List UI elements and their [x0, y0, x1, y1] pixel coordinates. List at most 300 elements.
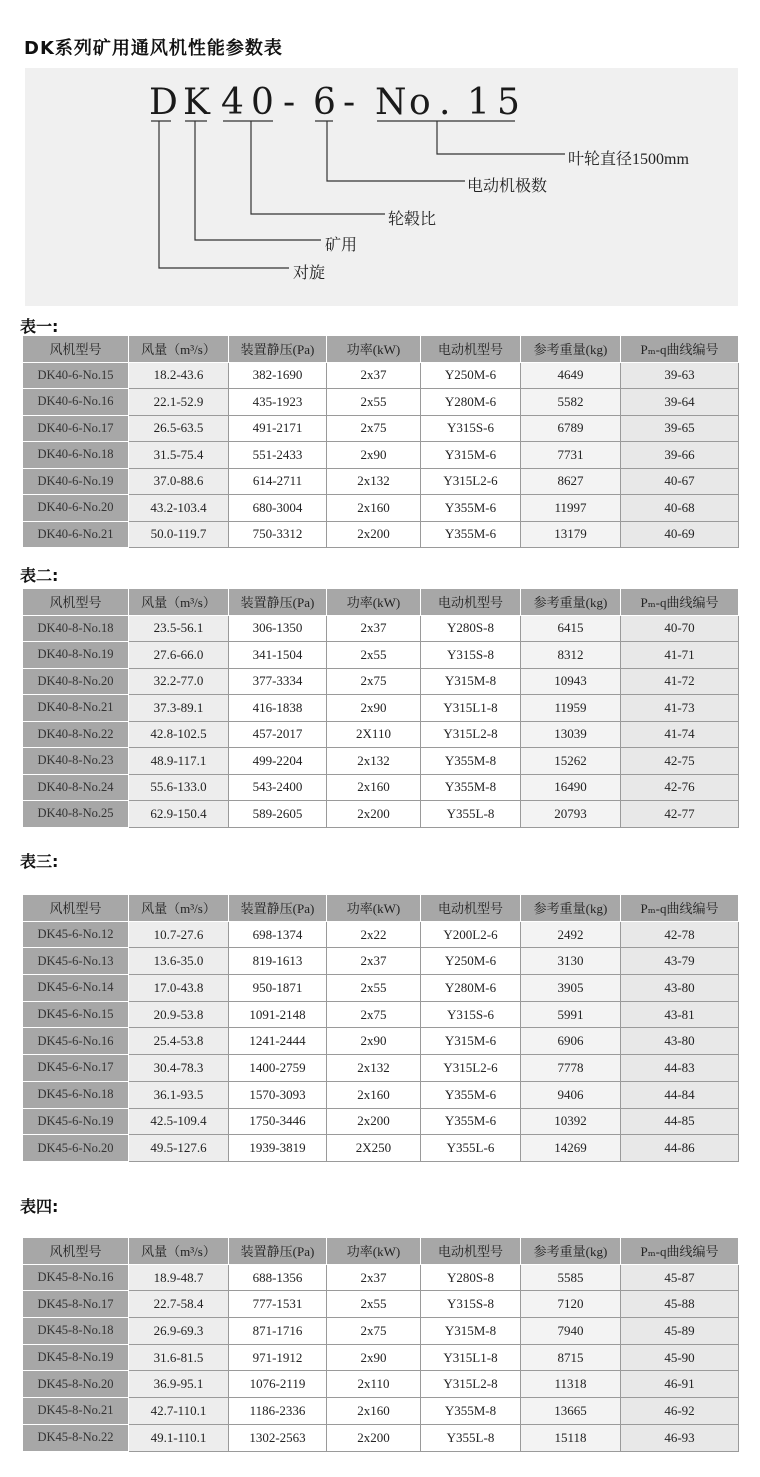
callout-lines [25, 68, 738, 306]
table-row [23, 415, 739, 442]
cell-motor-model: Y315L1-8 [421, 695, 521, 722]
cell-curve-no: 40-69 [621, 521, 739, 548]
cell-airflow: 42.7-110.1 [129, 1398, 229, 1425]
cell-airflow: 31.6-81.5 [129, 1344, 229, 1371]
cell-motor-model: Y200L2-6 [421, 921, 521, 948]
header-model: 风机型号 [23, 895, 129, 922]
cell-weight: 6789 [521, 415, 621, 442]
cell-motor-model: Y315L2-6 [421, 468, 521, 495]
header-curve-no: Pₘ-q曲线编号 [621, 895, 739, 922]
table-row [23, 1264, 739, 1291]
cell-static-pressure: 750-3312 [229, 521, 327, 548]
code-char: . [439, 82, 451, 123]
cell-motor-model: Y315S-8 [421, 642, 521, 669]
cell-airflow: 23.5-56.1 [129, 615, 229, 642]
cell-weight: 2492 [521, 921, 621, 948]
cell-weight: 6906 [521, 1028, 621, 1055]
table-row [23, 615, 739, 642]
cell-static-pressure: 1302-2563 [229, 1424, 327, 1451]
cell-motor-model: Y250M-6 [421, 948, 521, 975]
cell-power: 2x55 [327, 1291, 421, 1318]
header-power: 功率(kW) [327, 895, 421, 922]
cell-airflow: 30.4-78.3 [129, 1055, 229, 1082]
cell-curve-no: 41-74 [621, 721, 739, 748]
table-row [23, 948, 739, 975]
table-row [23, 695, 739, 722]
cell-static-pressure: 614-2711 [229, 468, 327, 495]
table-row [23, 1108, 739, 1135]
cell-curve-no: 45-90 [621, 1344, 739, 1371]
cell-motor-model: Y355M-6 [421, 495, 521, 522]
cell-model: DK40-8-No.24 [23, 774, 129, 801]
cell-curve-no: 42-76 [621, 774, 739, 801]
cell-weight: 3905 [521, 975, 621, 1002]
cell-static-pressure: 1241-2444 [229, 1028, 327, 1055]
cell-airflow: 26.5-63.5 [129, 415, 229, 442]
header-power: 功率(kW) [327, 1238, 421, 1265]
table-row [23, 1424, 739, 1451]
cell-weight: 4649 [521, 362, 621, 389]
header-model: 风机型号 [23, 1238, 129, 1265]
table-row [23, 362, 739, 389]
cell-curve-no: 46-93 [621, 1424, 739, 1451]
cell-model: DK45-6-No.15 [23, 1001, 129, 1028]
cell-weight: 5582 [521, 389, 621, 416]
cell-power: 2x90 [327, 695, 421, 722]
cell-motor-model: Y355L-8 [421, 801, 521, 828]
cell-airflow: 18.9-48.7 [129, 1264, 229, 1291]
header-power: 功率(kW) [327, 589, 421, 616]
cell-motor-model: Y315L2-8 [421, 1371, 521, 1398]
spec-table-4 [22, 1237, 739, 1452]
table-row [23, 668, 739, 695]
cell-motor-model: Y315M-6 [421, 1028, 521, 1055]
cell-static-pressure: 698-1374 [229, 921, 327, 948]
cell-model: DK40-8-No.22 [23, 721, 129, 748]
table-row [23, 1001, 739, 1028]
cell-curve-no: 44-85 [621, 1108, 739, 1135]
cell-model: DK40-6-No.20 [23, 495, 129, 522]
cell-curve-no: 40-70 [621, 615, 739, 642]
cell-model: DK40-8-No.18 [23, 615, 129, 642]
code-char: 4 [221, 82, 244, 123]
cell-power: 2x160 [327, 774, 421, 801]
header-static-pressure: 装置静压(Pa) [229, 1238, 327, 1265]
cell-weight: 10943 [521, 668, 621, 695]
cell-motor-model: Y315S-6 [421, 415, 521, 442]
cell-power: 2x75 [327, 1318, 421, 1345]
cell-weight: 8627 [521, 468, 621, 495]
cell-model: DK40-6-No.18 [23, 442, 129, 469]
cell-weight: 3130 [521, 948, 621, 975]
table-row [23, 389, 739, 416]
cell-weight: 11318 [521, 1371, 621, 1398]
header-curve-no: Pₘ-q曲线编号 [621, 1238, 739, 1265]
cell-airflow: 37.3-89.1 [129, 695, 229, 722]
page-title: DK系列矿用通风机性能参数表 [24, 38, 283, 59]
label-hub-ratio: 轮毂比 [388, 211, 437, 228]
cell-airflow: 13.6-35.0 [129, 948, 229, 975]
header-power: 功率(kW) [327, 336, 421, 363]
cell-static-pressure: 1939-3819 [229, 1135, 327, 1162]
cell-weight: 7731 [521, 442, 621, 469]
cell-airflow: 17.0-43.8 [129, 975, 229, 1002]
cell-curve-no: 43-79 [621, 948, 739, 975]
cell-weight: 13665 [521, 1398, 621, 1425]
cell-static-pressure: 551-2433 [229, 442, 327, 469]
cell-static-pressure: 306-1350 [229, 615, 327, 642]
spec-table-2 [22, 588, 739, 828]
cell-model: DK45-6-No.16 [23, 1028, 129, 1055]
cell-power: 2x75 [327, 1001, 421, 1028]
cell-airflow: 42.8-102.5 [129, 721, 229, 748]
table-label: 表二: [20, 566, 59, 585]
code-char: 5 [497, 82, 520, 123]
cell-model: DK40-6-No.16 [23, 389, 129, 416]
header-curve-no: Pₘ-q曲线编号 [621, 589, 739, 616]
code-char: o [409, 82, 431, 123]
cell-model: DK45-6-No.14 [23, 975, 129, 1002]
cell-motor-model: Y315L1-8 [421, 1344, 521, 1371]
cell-motor-model: Y315S-8 [421, 1291, 521, 1318]
cell-curve-no: 40-68 [621, 495, 739, 522]
cell-model: DK40-8-No.21 [23, 695, 129, 722]
code-char: N [375, 82, 407, 123]
cell-static-pressure: 377-3334 [229, 668, 327, 695]
table-row [23, 468, 739, 495]
cell-model: DK40-8-No.19 [23, 642, 129, 669]
cell-model: DK45-8-No.22 [23, 1424, 129, 1451]
table-row [23, 1028, 739, 1055]
cell-motor-model: Y355M-6 [421, 1081, 521, 1108]
cell-model: DK40-8-No.20 [23, 668, 129, 695]
cell-airflow: 10.7-27.6 [129, 921, 229, 948]
cell-power: 2x132 [327, 468, 421, 495]
cell-model: DK40-8-No.23 [23, 748, 129, 775]
cell-power: 2x132 [327, 1055, 421, 1082]
cell-model: DK45-8-No.16 [23, 1264, 129, 1291]
cell-curve-no: 43-80 [621, 975, 739, 1002]
table-label: 表一: [20, 317, 59, 336]
cell-curve-no: 41-72 [621, 668, 739, 695]
cell-weight: 7120 [521, 1291, 621, 1318]
table-row [23, 1371, 739, 1398]
cell-airflow: 36.1-93.5 [129, 1081, 229, 1108]
cell-motor-model: Y250M-6 [421, 362, 521, 389]
cell-weight: 20793 [521, 801, 621, 828]
cell-airflow: 50.0-119.7 [129, 521, 229, 548]
cell-weight: 8312 [521, 642, 621, 669]
cell-airflow: 25.4-53.8 [129, 1028, 229, 1055]
cell-airflow: 27.6-66.0 [129, 642, 229, 669]
cell-static-pressure: 971-1912 [229, 1344, 327, 1371]
cell-airflow: 22.7-58.4 [129, 1291, 229, 1318]
code-char: 6 [313, 82, 336, 123]
header-weight: 参考重量(kg) [521, 336, 621, 363]
cell-static-pressure: 1186-2336 [229, 1398, 327, 1425]
header-motor-model: 电动机型号 [421, 336, 521, 363]
header-weight: 参考重量(kg) [521, 895, 621, 922]
cell-weight: 11959 [521, 695, 621, 722]
cell-motor-model: Y355M-8 [421, 1398, 521, 1425]
cell-static-pressure: 871-1716 [229, 1318, 327, 1345]
cell-motor-model: Y315L2-8 [421, 721, 521, 748]
header-motor-model: 电动机型号 [421, 1238, 521, 1265]
cell-curve-no: 45-89 [621, 1318, 739, 1345]
table-row [23, 495, 739, 522]
cell-power: 2x37 [327, 1264, 421, 1291]
header-model: 风机型号 [23, 589, 129, 616]
cell-weight: 5991 [521, 1001, 621, 1028]
cell-power: 2x75 [327, 415, 421, 442]
cell-motor-model: Y355M-6 [421, 521, 521, 548]
cell-power: 2x160 [327, 1398, 421, 1425]
cell-airflow: 31.5-75.4 [129, 442, 229, 469]
cell-curve-no: 44-86 [621, 1135, 739, 1162]
cell-motor-model: Y355L-6 [421, 1135, 521, 1162]
cell-motor-model: Y355M-8 [421, 748, 521, 775]
cell-airflow: 20.9-53.8 [129, 1001, 229, 1028]
cell-static-pressure: 499-2204 [229, 748, 327, 775]
cell-static-pressure: 819-1613 [229, 948, 327, 975]
cell-power: 2x37 [327, 615, 421, 642]
code-char: - [283, 82, 296, 123]
header-airflow: 风量（m³/s） [129, 589, 229, 616]
cell-static-pressure: 457-2017 [229, 721, 327, 748]
header-motor-model: 电动机型号 [421, 589, 521, 616]
cell-motor-model: Y280S-8 [421, 1264, 521, 1291]
table-row [23, 1398, 739, 1425]
cell-power: 2x37 [327, 362, 421, 389]
cell-weight: 7940 [521, 1318, 621, 1345]
cell-weight: 13039 [521, 721, 621, 748]
cell-model: DK45-6-No.20 [23, 1135, 129, 1162]
cell-weight: 16490 [521, 774, 621, 801]
cell-power: 2x90 [327, 1344, 421, 1371]
table-row [23, 975, 739, 1002]
table-label: 表三: [20, 852, 59, 871]
code-char: D [149, 82, 178, 123]
cell-weight: 13179 [521, 521, 621, 548]
cell-curve-no: 45-88 [621, 1291, 739, 1318]
cell-static-pressure: 1750-3446 [229, 1108, 327, 1135]
cell-power: 2X250 [327, 1135, 421, 1162]
cell-model: DK45-6-No.18 [23, 1081, 129, 1108]
cell-power: 2x200 [327, 801, 421, 828]
table-row [23, 442, 739, 469]
cell-power: 2X110 [327, 721, 421, 748]
header-static-pressure: 装置静压(Pa) [229, 336, 327, 363]
cell-power: 2x90 [327, 442, 421, 469]
code-char: K [183, 82, 210, 123]
cell-power: 2x22 [327, 921, 421, 948]
cell-airflow: 49.1-110.1 [129, 1424, 229, 1451]
code-char: 1 [467, 82, 490, 123]
header-airflow: 风量（m³/s） [129, 895, 229, 922]
cell-curve-no: 39-64 [621, 389, 739, 416]
cell-static-pressure: 688-1356 [229, 1264, 327, 1291]
code-char: - [343, 82, 356, 123]
cell-airflow: 43.2-103.4 [129, 495, 229, 522]
cell-power: 2x160 [327, 1081, 421, 1108]
cell-model: DK45-8-No.19 [23, 1344, 129, 1371]
cell-curve-no: 46-91 [621, 1371, 739, 1398]
cell-motor-model: Y355M-8 [421, 774, 521, 801]
cell-airflow: 42.5-109.4 [129, 1108, 229, 1135]
table-row [23, 721, 739, 748]
cell-model: DK45-8-No.18 [23, 1318, 129, 1345]
cell-model: DK40-6-No.21 [23, 521, 129, 548]
cell-weight: 6415 [521, 615, 621, 642]
cell-static-pressure: 1570-3093 [229, 1081, 327, 1108]
cell-static-pressure: 1400-2759 [229, 1055, 327, 1082]
cell-static-pressure: 950-1871 [229, 975, 327, 1002]
cell-airflow: 18.2-43.6 [129, 362, 229, 389]
cell-motor-model: Y280M-6 [421, 975, 521, 1002]
cell-model: DK40-8-No.25 [23, 801, 129, 828]
spec-table-3 [22, 894, 739, 1162]
cell-model: DK40-6-No.19 [23, 468, 129, 495]
cell-motor-model: Y315L2-6 [421, 1055, 521, 1082]
table-row [23, 774, 739, 801]
cell-static-pressure: 416-1838 [229, 695, 327, 722]
cell-motor-model: Y355M-6 [421, 1108, 521, 1135]
cell-power: 2x200 [327, 1424, 421, 1451]
cell-power: 2x110 [327, 1371, 421, 1398]
cell-weight: 5585 [521, 1264, 621, 1291]
cell-curve-no: 40-67 [621, 468, 739, 495]
cell-power: 2x75 [327, 668, 421, 695]
cell-model: DK45-6-No.13 [23, 948, 129, 975]
cell-weight: 11997 [521, 495, 621, 522]
cell-weight: 10392 [521, 1108, 621, 1135]
cell-airflow: 62.9-150.4 [129, 801, 229, 828]
cell-curve-no: 45-87 [621, 1264, 739, 1291]
cell-static-pressure: 1076-2119 [229, 1371, 327, 1398]
cell-motor-model: Y355L-8 [421, 1424, 521, 1451]
cell-curve-no: 44-84 [621, 1081, 739, 1108]
cell-static-pressure: 1091-2148 [229, 1001, 327, 1028]
cell-static-pressure: 543-2400 [229, 774, 327, 801]
cell-static-pressure: 491-2171 [229, 415, 327, 442]
cell-model: DK45-8-No.17 [23, 1291, 129, 1318]
cell-motor-model: Y315M-8 [421, 668, 521, 695]
cell-airflow: 32.2-77.0 [129, 668, 229, 695]
cell-motor-model: Y315M-6 [421, 442, 521, 469]
cell-airflow: 22.1-52.9 [129, 389, 229, 416]
table-row [23, 1344, 739, 1371]
cell-static-pressure: 680-3004 [229, 495, 327, 522]
cell-curve-no: 46-92 [621, 1398, 739, 1425]
cell-curve-no: 42-75 [621, 748, 739, 775]
cell-airflow: 55.6-133.0 [129, 774, 229, 801]
cell-power: 2x55 [327, 975, 421, 1002]
table-row [23, 1135, 739, 1162]
cell-power: 2x160 [327, 495, 421, 522]
cell-curve-no: 39-66 [621, 442, 739, 469]
header-motor-model: 电动机型号 [421, 895, 521, 922]
cell-weight: 14269 [521, 1135, 621, 1162]
cell-motor-model: Y280S-8 [421, 615, 521, 642]
cell-static-pressure: 435-1923 [229, 389, 327, 416]
cell-airflow: 37.0-88.6 [129, 468, 229, 495]
cell-curve-no: 39-65 [621, 415, 739, 442]
cell-model: DK45-6-No.12 [23, 921, 129, 948]
cell-airflow: 48.9-117.1 [129, 748, 229, 775]
cell-curve-no: 42-77 [621, 801, 739, 828]
spec-table-1 [22, 335, 739, 548]
cell-model: DK40-6-No.17 [23, 415, 129, 442]
table-row [23, 801, 739, 828]
cell-curve-no: 43-81 [621, 1001, 739, 1028]
cell-power: 2x90 [327, 1028, 421, 1055]
table-row [23, 1291, 739, 1318]
cell-airflow: 26.9-69.3 [129, 1318, 229, 1345]
cell-power: 2x55 [327, 642, 421, 669]
cell-weight: 8715 [521, 1344, 621, 1371]
cell-weight: 15118 [521, 1424, 621, 1451]
header-static-pressure: 装置静压(Pa) [229, 589, 327, 616]
table-row [23, 921, 739, 948]
header-curve-no: Pₘ-q曲线编号 [621, 336, 739, 363]
cell-airflow: 36.9-95.1 [129, 1371, 229, 1398]
label-motor-poles: 电动机极数 [467, 178, 548, 195]
table-row [23, 642, 739, 669]
label-mining: 矿用 [325, 237, 358, 254]
label-impeller-diameter: 叶轮直径1500mm [568, 151, 689, 168]
label-counter-rotation: 对旋 [293, 265, 326, 282]
table-row [23, 748, 739, 775]
cell-static-pressure: 382-1690 [229, 362, 327, 389]
cell-motor-model: Y280M-6 [421, 389, 521, 416]
cell-model: DK45-6-No.17 [23, 1055, 129, 1082]
cell-power: 2x37 [327, 948, 421, 975]
cell-power: 2x55 [327, 389, 421, 416]
cell-curve-no: 41-73 [621, 695, 739, 722]
cell-curve-no: 44-83 [621, 1055, 739, 1082]
header-model: 风机型号 [23, 336, 129, 363]
cell-model: DK45-8-No.20 [23, 1371, 129, 1398]
header-weight: 参考重量(kg) [521, 1238, 621, 1265]
cell-power: 2x200 [327, 1108, 421, 1135]
cell-power: 2x200 [327, 521, 421, 548]
cell-curve-no: 42-78 [621, 921, 739, 948]
cell-weight: 15262 [521, 748, 621, 775]
cell-curve-no: 43-80 [621, 1028, 739, 1055]
model-code-diagram [25, 68, 738, 306]
cell-static-pressure: 589-2605 [229, 801, 327, 828]
table-row [23, 1081, 739, 1108]
cell-weight: 9406 [521, 1081, 621, 1108]
header-static-pressure: 装置静压(Pa) [229, 895, 327, 922]
cell-model: DK45-6-No.19 [23, 1108, 129, 1135]
cell-static-pressure: 777-1531 [229, 1291, 327, 1318]
table-row [23, 521, 739, 548]
cell-static-pressure: 341-1504 [229, 642, 327, 669]
cell-model: DK40-6-No.15 [23, 362, 129, 389]
table-label: 表四: [20, 1197, 59, 1216]
cell-curve-no: 39-63 [621, 362, 739, 389]
cell-motor-model: Y315S-6 [421, 1001, 521, 1028]
header-weight: 参考重量(kg) [521, 589, 621, 616]
header-airflow: 风量（m³/s） [129, 1238, 229, 1265]
cell-weight: 7778 [521, 1055, 621, 1082]
table-row [23, 1055, 739, 1082]
code-char: 0 [251, 82, 274, 123]
cell-curve-no: 41-71 [621, 642, 739, 669]
cell-power: 2x132 [327, 748, 421, 775]
header-airflow: 风量（m³/s） [129, 336, 229, 363]
